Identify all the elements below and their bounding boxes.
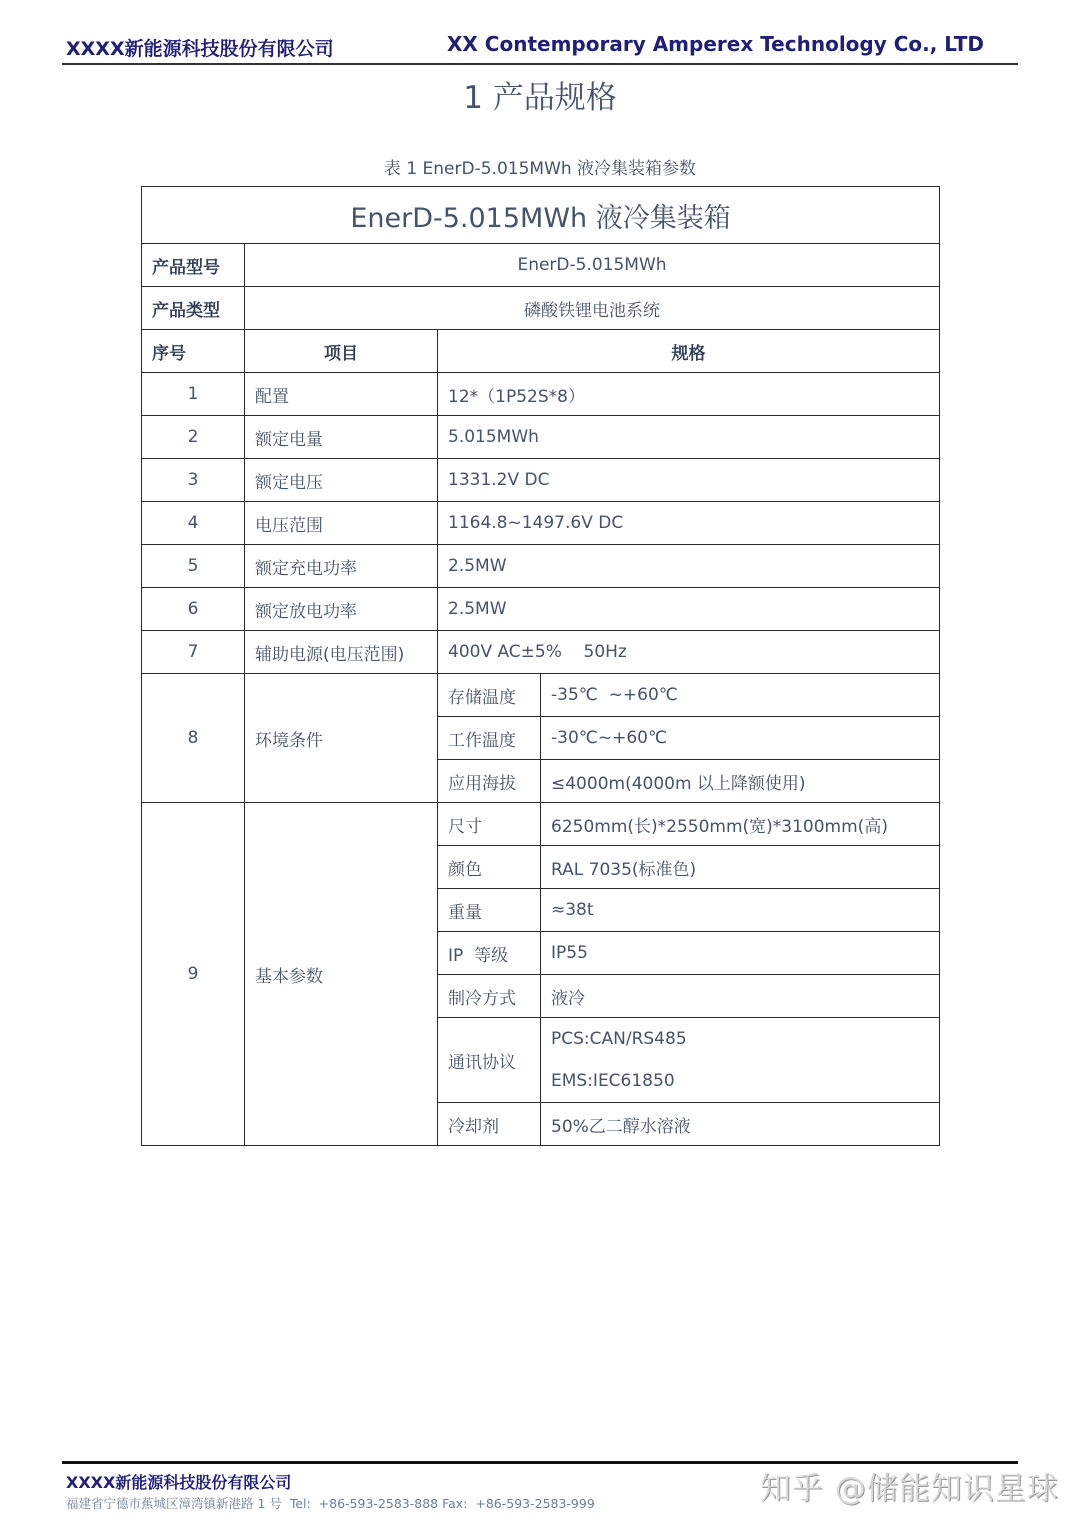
type-value: 磷酸铁锂电池系统 <box>245 287 940 330</box>
sub-value-comm <box>541 1018 940 1103</box>
row-item: 基本参数 <box>245 803 438 1146</box>
watermark: 知乎 @储能知识星球 <box>760 1471 1059 1507</box>
row-index: 8 <box>142 674 245 803</box>
row-index: 1 <box>142 373 245 416</box>
header-company-cn: XXXX新能源科技股份有限公司 <box>66 38 334 60</box>
row-item: 额定放电功率 <box>245 588 438 631</box>
row-index: 5 <box>142 545 245 588</box>
model-label: 产品型号 <box>142 244 245 287</box>
row-item: 电压范围 <box>245 502 438 545</box>
col-header-spec: 规格 <box>438 330 940 373</box>
col-header-index: 序号 <box>142 330 245 373</box>
sub-label: 制冷方式 <box>438 975 541 1018</box>
sub-value: IP55 <box>541 932 940 975</box>
row-spec: 1331.2V DC <box>438 459 940 502</box>
table-row <box>142 416 940 459</box>
sub-value: 50%乙二醇水溶液 <box>541 1103 940 1146</box>
sub-label: 冷却剂 <box>438 1103 541 1146</box>
table-row <box>142 588 940 631</box>
sub-value: -30℃~+60℃ <box>541 717 940 760</box>
table-row-env <box>142 674 940 717</box>
row-spec: 2.5MW <box>438 588 940 631</box>
row-spec: 1164.8~1497.6V DC <box>438 502 940 545</box>
row-spec: 2.5MW <box>438 545 940 588</box>
row-index: 4 <box>142 502 245 545</box>
model-value: EnerD-5.015MWh <box>245 244 940 287</box>
sub-value: -35℃ ~+60℃ <box>541 674 940 717</box>
row-item: 额定充电功率 <box>245 545 438 588</box>
comm-line-ems: EMS:IEC61850 <box>551 1071 675 1091</box>
table-row <box>142 631 940 674</box>
row-index: 9 <box>142 803 245 1146</box>
header-divider <box>62 63 1018 65</box>
table-row <box>142 373 940 416</box>
table-row <box>142 545 940 588</box>
type-label: 产品类型 <box>142 287 245 330</box>
row-item: 环境条件 <box>245 674 438 803</box>
sub-label: 通讯协议 <box>438 1018 541 1103</box>
sub-value: 液冷 <box>541 975 940 1018</box>
sub-label: 重量 <box>438 889 541 932</box>
row-item: 辅助电源(电压范围) <box>245 631 438 674</box>
type-row <box>142 287 940 330</box>
sub-label: IP 等级 <box>438 932 541 975</box>
row-item: 额定电压 <box>245 459 438 502</box>
sub-label: 应用海拔 <box>438 760 541 803</box>
footer-company-cn: XXXX新能源科技股份有限公司 <box>66 1473 292 1492</box>
sub-label: 存储温度 <box>438 674 541 717</box>
row-index: 3 <box>142 459 245 502</box>
row-item: 额定电量 <box>245 416 438 459</box>
sub-value: ≤4000m(4000m 以上降额使用) <box>541 760 940 803</box>
sub-value: RAL 7035(标准色) <box>541 846 940 889</box>
table-title-row <box>142 187 940 244</box>
row-index: 2 <box>142 416 245 459</box>
row-spec: 5.015MWh <box>438 416 940 459</box>
table-row-basic <box>142 803 940 846</box>
sub-value: ≈38t <box>541 889 940 932</box>
table-caption: 表 1 EnerD-5.015MWh 液冷集装箱参数 <box>383 159 697 179</box>
row-index: 6 <box>142 588 245 631</box>
row-spec: 400V AC±5% 50Hz <box>438 631 940 674</box>
sub-label: 颜色 <box>438 846 541 889</box>
row-item: 配置 <box>245 373 438 416</box>
column-header-row <box>142 330 940 373</box>
row-index: 7 <box>142 631 245 674</box>
sub-value: 6250mm(长)*2550mm(宽)*3100mm(高) <box>541 803 940 846</box>
table-title: EnerD-5.015MWh 液冷集装箱 <box>142 187 940 244</box>
spec-table <box>141 186 940 1146</box>
row-spec: 12*（1P52S*8） <box>438 373 940 416</box>
col-header-item: 项目 <box>245 330 438 373</box>
sub-label: 工作温度 <box>438 717 541 760</box>
sub-label: 尺寸 <box>438 803 541 846</box>
section-title: 1 产品规格 <box>463 80 617 116</box>
table-row <box>142 502 940 545</box>
table-row <box>142 459 940 502</box>
comm-line-pcs: PCS:CAN/RS485 <box>551 1029 687 1049</box>
header-company-en: XX Contemporary Amperex Technology Co., LTD <box>447 32 984 56</box>
footer-address: 福建省宁德市蕉城区漳湾镇新港路 1 号 Tel: +86-593-2583-888 Fax: +86-593-2583-999 <box>66 1496 595 1511</box>
model-row <box>142 244 940 287</box>
